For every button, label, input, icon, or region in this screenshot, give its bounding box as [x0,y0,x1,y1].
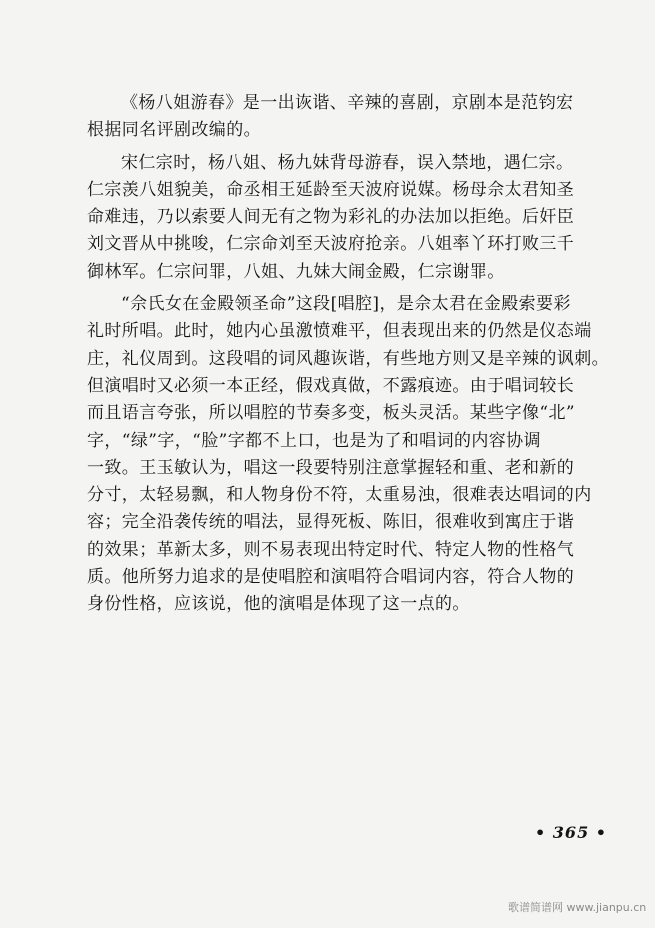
text-line: 命难违，乃以索要人间无有之物为彩礼的办法加以拒绝。后奸臣 [87,207,575,228]
paragraph-analysis [87,291,607,619]
site-watermark: 歌谱简谱网 www.jianpu.cn [508,901,647,914]
text-line: 分寸，太轻易飘，和人物身份不符，太重易浊，很难表达唱词的内 [87,485,592,506]
paragraph-intro [87,90,607,145]
body-text [87,90,607,624]
text-line: 的效果；革新太多，则不易表现出特定时代、特定人物的性格气 [87,539,575,560]
text-line: 而且语言夸张，所以唱腔的节奏多变，板头灵活。某些字像“北” [87,403,575,424]
text-line: 容；完全沿袭传统的唱法，显得死板、陈旧，很难收到寓庄于谐 [87,512,575,533]
text-line: 身份性格，应该说，他的演唱是体现了这一点的。 [87,594,470,615]
text-line: 字，“绿”字，“脸”字都不上口，也是为了和唱词的内容协调 [87,430,541,451]
text-line: “佘氏女在金殿领圣命”这段[唱腔]，是佘太君在金殿索要彩 [121,294,571,315]
text-line: 一致。王玉敏认为，唱这一段要特别注意掌握轻和重、老和新的 [87,457,575,478]
text-line: 质。他所努力追求的是使唱腔和演唱符合唱词内容，符合人物的 [87,567,575,588]
text-line: 御林军。仁宗问罪，八姐、九妹大闹金殿，仁宗谢罪。 [87,261,505,282]
text-line: 《杨八姐游春》是一出诙谐、辛辣的喜剧，京剧本是范钧宏 [121,93,574,113]
text-line: 庄，礼仪周到。这段唱的词风趣诙谐，有些地方则又是辛辣的讽刺。 [87,348,609,369]
text-line: 刘文晋从中挑唆，仁宗命刘至天波府抢亲。八姐率丫环打败三千 [87,234,575,255]
page-number: • 365 • [535,823,607,842]
text-line: 仁宗羡八姐貌美，命丞相王延龄至天波府说媒。杨母佘太君知圣 [87,179,575,200]
text-line: 但演唱时又必须一本正经，假戏真做，不露痕迹。由于唱词较长 [87,375,575,396]
text-line: 根据同名评剧改编的。 [87,120,261,141]
text-line: 宋仁宗时，杨八姐、杨九妹背母游春，误入禁地，遇仁宗。 [121,152,574,173]
paragraph-plot [87,150,607,286]
text-line: 礼时所唱。此时，她内心虽激愤难平，但表现出来的仍然是仪态端 [87,321,592,342]
